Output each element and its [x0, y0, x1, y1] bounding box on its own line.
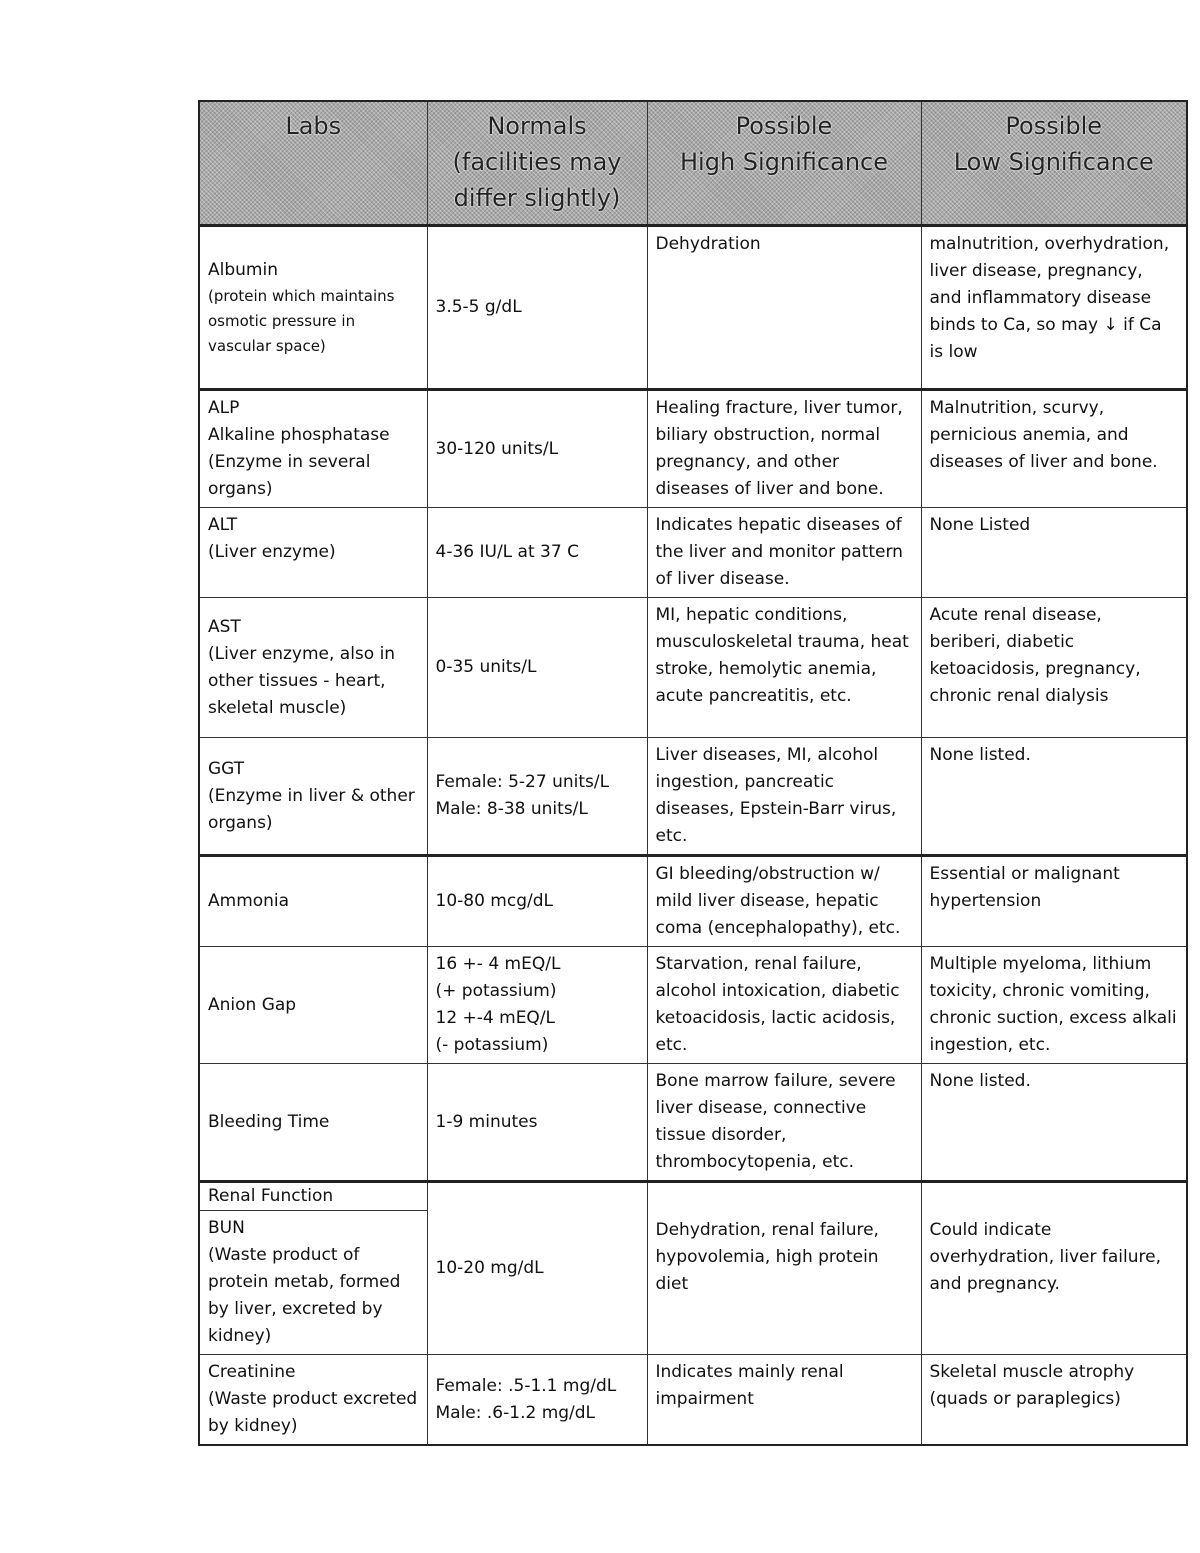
lab-name-cell	[199, 738, 427, 856]
lab-note: (protein which maintains osmotic pressure in vascular space)	[208, 286, 395, 355]
normal-female: Female: .5-1.1 mg/dL	[435, 1375, 617, 1396]
header-labs-text: Labs	[285, 112, 342, 140]
table-row	[199, 947, 1187, 1064]
header-low-significance	[921, 101, 1187, 226]
lab-name: GGT	[208, 758, 245, 779]
lab-note: (Enzyme in liver & other organs)	[208, 785, 415, 833]
low-significance: None Listed	[921, 508, 1187, 598]
table-row	[199, 1182, 1187, 1355]
high-significance: Bone marrow failure, severe liver disease, connective tissue disorder, thrombocytopenia, etc.	[647, 1064, 921, 1182]
lab-name: Ammonia	[199, 856, 427, 947]
lab-note: (Liver enzyme)	[208, 542, 336, 562]
normal-line: (+ potassium)	[435, 981, 557, 1001]
lab-name-cell	[199, 1355, 427, 1446]
high-significance: Liver diseases, MI, alcohol ingestion, pancreatic diseases, Epstein-Barr virus, etc.	[647, 738, 921, 856]
lab-note: (Waste product of protein metab, formed by liver, excreted by kidney)	[208, 1245, 401, 1346]
header-normals-line3: differ slightly)	[453, 184, 621, 212]
header-low-line2: Low Significance	[953, 148, 1154, 176]
normal-female: Female: 5-27 units/L	[435, 772, 610, 792]
lab-name: Bleeding Time	[199, 1064, 427, 1182]
lab-name: BUN	[208, 1218, 245, 1238]
high-significance: Starvation, renal failure, alcohol intoxication, diabetic ketoacidosis, lactic acidosis, etc.	[647, 947, 921, 1064]
table-row	[199, 226, 1187, 390]
table-row	[199, 738, 1187, 856]
low-significance: Essential or malignant hypertension	[921, 856, 1187, 947]
low-significance: Multiple myeloma, lithium toxicity, chronic vomiting, chronic suction, excess alkali ingestion, etc.	[921, 947, 1187, 1064]
header-high-line1: Possible	[735, 112, 833, 140]
header-labs	[199, 101, 427, 226]
header-normals-line1: Normals	[487, 112, 587, 140]
normal-value: 30-120 units/L	[427, 390, 647, 508]
low-significance: malnutrition, overhydration, liver disease, pregnancy, and inflammatory disease binds to Ca, so may ↓ if Ca is low	[921, 226, 1187, 390]
lab-name: ALP	[208, 398, 240, 418]
low-significance: None listed.	[921, 1064, 1187, 1182]
section-label-renal-function: Renal Function	[200, 1183, 427, 1211]
high-significance: MI, hepatic conditions, musculoskeletal trauma, heat stroke, hemolytic anemia, acute pancreatitis, etc.	[647, 598, 921, 738]
normal-value: 1-9 minutes	[427, 1064, 647, 1182]
normal-line: (- potassium)	[435, 1035, 549, 1055]
lab-name-cell	[199, 598, 427, 738]
lab-name: Anion Gap	[199, 947, 427, 1064]
normal-line: 12 +-4 mEQ/L	[435, 1008, 556, 1028]
lab-name-cell	[199, 1182, 427, 1355]
high-significance: Dehydration, renal failure, hypovolemia, high protein diet	[647, 1182, 921, 1355]
lab-name: Creatinine	[208, 1362, 296, 1382]
lab-name: AST	[208, 616, 241, 637]
lab-name-cell	[199, 226, 427, 390]
lab-note: (Waste product excreted by kidney)	[208, 1389, 418, 1436]
lab-name-cell	[199, 508, 427, 598]
normal-value: 3.5-5 g/dL	[427, 226, 647, 390]
header-normals-line2: (facilities may	[452, 148, 622, 176]
lab-name-cell	[199, 390, 427, 508]
normal-value: 10-80 mcg/dL	[427, 856, 647, 947]
normal-male: Male: 8-38 units/L	[435, 799, 588, 819]
lab-note: Alkaline phosphatase (Enzyme in several organs)	[208, 425, 390, 499]
lab-note: (Liver enzyme, also in other tissues - heart, skeletal muscle)	[208, 643, 396, 718]
table-row	[199, 390, 1187, 508]
low-significance: Acute renal disease, beriberi, diabetic ketoacidosis, pregnancy, chronic renal dialysis	[921, 598, 1187, 738]
high-significance: Indicates hepatic diseases of the liver and monitor pattern of liver disease.	[647, 508, 921, 598]
high-significance: Dehydration	[647, 226, 921, 390]
header-high-line2: High Significance	[680, 148, 888, 176]
low-significance: Could indicate overhydration, liver failure, and pregnancy.	[921, 1182, 1187, 1355]
high-significance: Healing fracture, liver tumor, biliary obstruction, normal pregnancy, and other diseases of liver and bone.	[647, 390, 921, 508]
table-row	[199, 508, 1187, 598]
high-significance: Indicates mainly renal impairment	[647, 1355, 921, 1446]
header-low-line1: Possible	[1005, 112, 1103, 140]
header-row	[199, 101, 1187, 226]
table-row	[199, 1355, 1187, 1446]
header-normals	[427, 101, 647, 226]
lab-name: Albumin	[208, 259, 278, 280]
normal-line: 16 +- 4 mEQ/L	[435, 954, 561, 974]
header-high-significance	[647, 101, 921, 226]
normal-value: 0-35 units/L	[427, 598, 647, 738]
normal-value-cell	[427, 1355, 647, 1446]
normal-value: 4-36 IU/L at 37 C	[427, 508, 647, 598]
low-significance: Skeletal muscle atrophy (quads or paraplegics)	[921, 1355, 1187, 1446]
normal-male: Male: .6-1.2 mg/dL	[435, 1402, 596, 1423]
normal-value-cell	[427, 947, 647, 1064]
normal-value-cell	[427, 738, 647, 856]
table-row	[199, 598, 1187, 738]
lab-name: ALT	[208, 515, 238, 535]
table-row	[199, 856, 1187, 947]
high-significance: GI bleeding/obstruction w/ mild liver disease, hepatic coma (encephalopathy), etc.	[647, 856, 921, 947]
table-row	[199, 1064, 1187, 1182]
low-significance: None listed.	[921, 738, 1187, 856]
lab-values-table	[198, 100, 1188, 1446]
normal-value: 10-20 mg/dL	[427, 1182, 647, 1355]
low-significance: Malnutrition, scurvy, pernicious anemia, and diseases of liver and bone.	[921, 390, 1187, 508]
